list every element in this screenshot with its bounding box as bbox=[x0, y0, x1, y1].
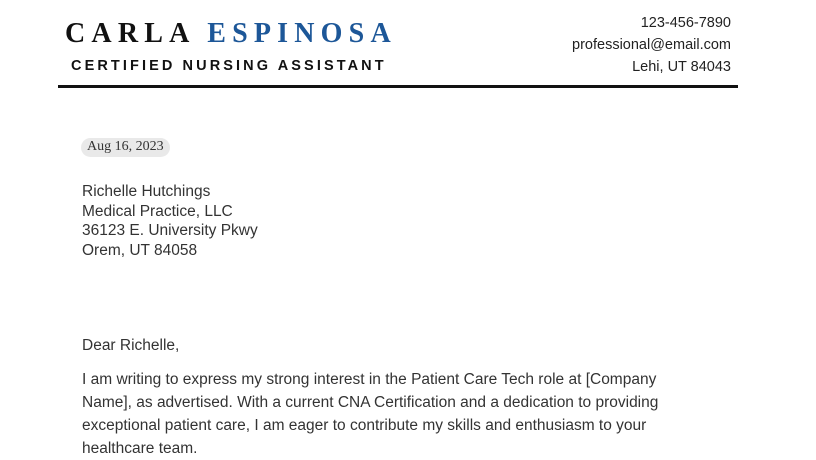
contact-phone: 123-456-7890 bbox=[640, 15, 731, 31]
body-line: Name], as advertised. With a current CNA Certification and a dedication to providing bbox=[82, 394, 659, 411]
body-line: I am writing to express my strong interest in the Patient Care Tech role at [Company bbox=[82, 371, 657, 388]
letterhead bbox=[58, 0, 738, 88]
applicant-name bbox=[65, 18, 397, 50]
first-name: CARLA bbox=[65, 18, 195, 49]
recipient-city: Orem, UT 84058 bbox=[82, 241, 198, 259]
contact-email: professional@email.com bbox=[572, 37, 731, 53]
contact-location: Lehi, UT 84043 bbox=[632, 59, 731, 75]
recipient-name: Richelle Hutchings bbox=[82, 183, 211, 200]
recipient-company: Medical Practice, LLC bbox=[82, 202, 233, 220]
body-paragraph bbox=[82, 368, 702, 460]
job-title: CERTIFIED NURSING ASSISTANT bbox=[71, 58, 387, 74]
contact-info bbox=[572, 12, 731, 78]
body-line: exceptional patient care, I am eager to contribute my skills and enthusiasm to your bbox=[82, 417, 647, 434]
recipient-street: 36123 E. University Pkwy bbox=[82, 222, 258, 239]
recipient-address bbox=[82, 182, 258, 260]
letter-date: Aug 16, 2023 bbox=[81, 138, 170, 157]
salutation: Dear Richelle, bbox=[82, 337, 180, 354]
body-line: healthcare team. bbox=[82, 440, 198, 457]
last-name: ESPINOSA bbox=[207, 18, 397, 49]
